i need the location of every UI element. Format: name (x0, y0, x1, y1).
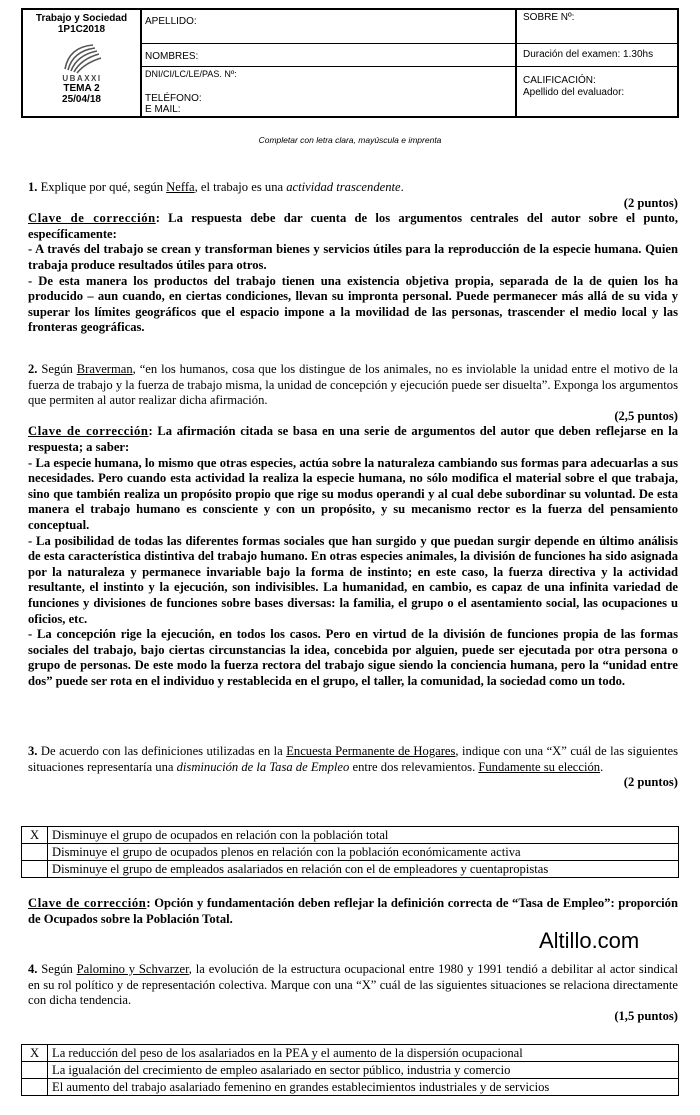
prompt-text: , indique con una “X” cuál de las siguientes situaciones representaría una (28, 744, 678, 774)
clave-label: Clave de corrección (28, 424, 149, 439)
prompt-text: De acuerdo con las definiciones utilizadas en la (37, 744, 287, 758)
prompt-text: , “en los humanos, cosa que los distingue de los animales, no es inviolable la unidad entre el motivo de la fuerza de trabajo y la fuerza de trabajo misma, la unidad de concepción y ejecución puede ser disuelta”. Exponga los argumentos que permiten al autor realizar dicha afirmación. (28, 362, 678, 408)
email-label: E MAIL: (145, 104, 181, 115)
question-4-prompt (28, 962, 678, 1009)
altillo-watermark: Altillo.com (539, 928, 640, 953)
dni-label: DNI/CI/LC/LE/PAS. Nº: (145, 69, 237, 79)
prompt-text: Explique por qué, según (37, 180, 167, 194)
student-info-cell (142, 10, 517, 116)
evaluador-label: Apellido del evaluador: (523, 87, 625, 98)
question-4-points: (1,5 puntos) (614, 1008, 678, 1023)
question-1-clave (28, 211, 678, 242)
question-4-options (21, 1044, 679, 1096)
option-row[interactable] (22, 1045, 679, 1062)
exam-header (21, 8, 679, 118)
calificacion-field[interactable] (517, 67, 677, 116)
emphasis-text: actividad trascendente (286, 180, 401, 194)
question-1-prompt (28, 180, 678, 196)
question-number: 4. (28, 962, 38, 976)
clave-text: : La respuesta debe dar cuenta de los argumentos centrales del autor sobre el punto, específicamente: (28, 211, 679, 241)
prompt-text: . (600, 759, 604, 774)
apellido-label: APELLIDO: (145, 16, 197, 27)
clave-label: Clave de corrección (28, 896, 147, 910)
clave-text: : La afirmación citada se basa en una serie de argumentos del autor que deben reflejarse en la respuesta; a saber: (28, 424, 678, 454)
course-info-cell (23, 10, 142, 116)
clave-text: : Opción y fundamentación deben reflejar la definición correcta de “Tasa de Empleo”: proporción de Ocupados sobre la Población Total. (28, 896, 678, 926)
nombres-field[interactable] (142, 44, 515, 67)
option-mark[interactable] (22, 1079, 48, 1096)
exam-info-cell (517, 10, 677, 116)
question-2-bullet-1: - La especie humana, lo mismo que otras especies, actúa sobre la naturaleza cambiando sus formas para adecuarlas a sus necesidades. Pero cuando esta actividad la realiza la especie humana, no sólo modifica el material sobre el que trabaja, sino que también realiza un propósito propio que rige su modus operandi y al cual debe subordinar su voluntad. De esta manera el trabajo humano es consciente y con un propósito, y su mecanismo rector es la fuerza del pensamiento conceptual. (28, 455, 678, 532)
question-3-prompt (28, 744, 678, 775)
question-2-clave (28, 424, 678, 455)
author-name: Palomino y Schvarzer (76, 962, 189, 976)
question-3-points: (2 puntos) (623, 775, 678, 790)
question-number: 3. (28, 744, 38, 758)
course-code: 1P1C2018 (57, 24, 106, 35)
question-1-bullet-1: - A través del trabajo se crean y transforman bienes y servicios útiles para la reproducción de la especie humana. Quien trabaja produce resultados útiles para otros. (28, 242, 678, 272)
prompt-text: Según (37, 362, 77, 376)
nombres-label: NOMBRES: (145, 51, 199, 62)
option-row[interactable] (22, 861, 679, 878)
option-text: Disminuye el grupo de ocupados en relación con la población total (48, 827, 679, 844)
sobre-field[interactable] (517, 10, 677, 44)
telefono-label: TELÉFONO: (145, 93, 202, 104)
apellido-field[interactable] (142, 10, 515, 44)
question-3 (28, 744, 678, 791)
author-name: Neffa (166, 180, 195, 194)
calificacion-label: CALIFICACIÓN: (523, 75, 596, 86)
option-text: La reducción del peso de los asalariados en la PEA y el aumento de la dispersión ocupacional (48, 1045, 679, 1062)
question-3-clave (28, 896, 678, 927)
prompt-text: . (400, 180, 404, 194)
option-text: El aumento del trabajo asalariado femenino en grandes establecimientos industriales y de servicios (48, 1079, 679, 1096)
question-2-prompt (28, 362, 678, 409)
question-1-bullet-2: - De esta manera los productos del trabajo tienen una existencia objetiva propia, separada de la de quien los ha producido – aun cuando, en ciertas condiciones, llevan su impronta personal. Puede permanecer más allá de su vida y superar los límites geográficos que el espacio impone a la movilidad de las personas, trascender el medio local y las fronteras geográficas. (28, 273, 678, 335)
emphasis-text: disminución de la Tasa de Empleo (176, 759, 350, 774)
question-2 (28, 362, 678, 689)
author-name: Braverman (76, 362, 133, 376)
question-number: 1. (28, 180, 38, 194)
option-row[interactable] (22, 1079, 679, 1096)
question-1-points: (2 puntos) (623, 195, 678, 210)
prompt-text: entre dos relevamientos. (349, 759, 479, 774)
prompt-text: Según (37, 962, 77, 976)
option-text: La igualación del crecimiento de empleo asalariado en sector público, industria y comercio (48, 1062, 679, 1079)
option-mark[interactable]: X (22, 827, 48, 844)
course-name: Trabajo y Sociedad (35, 13, 128, 24)
option-text: Disminuye el grupo de empleados asalariados en relación con el de empleadores y cuentapropistas (48, 861, 679, 878)
option-mark[interactable] (22, 1062, 48, 1079)
contact-field[interactable] (142, 67, 515, 116)
clave-label: Clave de corrección (28, 211, 156, 226)
question-3-options (21, 826, 679, 878)
option-mark[interactable] (22, 861, 48, 878)
exam-date: 25/04/18 (62, 94, 101, 105)
option-row[interactable] (22, 844, 679, 861)
option-row[interactable] (22, 827, 679, 844)
option-mark[interactable]: X (22, 1045, 48, 1062)
option-mark[interactable] (22, 844, 48, 861)
duracion-field (517, 44, 677, 67)
question-2-bullet-3: - La concepción rige la ejecución, en todos los casos. Pero en virtud de la división de funciones propia de las formas sociales del trabajo, bajo ciertas circunstancias la idea, concebida por alguien, puede ser ejecutada por otra persona o grupo de personas. De este modo la fuerza rectora del trabajo sigue siendo la conciencia humana, pero la “unidad entre dos” puede ser rota en el individuo y restablecida en el grupo, el taller, la comunidad, la sociedad como un todo. (28, 627, 678, 688)
sobre-label: SOBRE Nº: (523, 12, 575, 23)
logo-text: UBAXXI (61, 74, 102, 83)
duracion-label: Duración del examen: 1.30hs (523, 49, 654, 60)
question-2-bullet-2: - La posibilidad de todas las diferentes formas sociales que han surgido y que puedan surgir depende en último análisis de esta característica distintiva del trabajo humano. En otras especies animales, la división de funciones ha sido asignada por la naturaleza y permanece invariable bajo la forma de instinto; en este caso, la fuerza directiva y la actividad resultante, el instinto y la ejecución, son indivisibles. La humanidad, en cambio, es capaz de una infinita variedad de funciones y divisiones de funciones sobre bases diversas: la familia, el grupo o el asentamiento social, las ocupaciones u oficios, etc. (28, 533, 678, 626)
instruction-text: Completar con letra clara, mayúscula e imprenta (258, 135, 442, 145)
tema-label: TEMA 2 (63, 83, 100, 94)
question-2-points: (2,5 puntos) (614, 408, 678, 423)
question-4 (28, 962, 678, 1024)
ubaxxi-logo (47, 39, 117, 83)
option-text: Disminuye el grupo de ocupados plenos en relación con la población económicamente activa (48, 844, 679, 861)
prompt-text: , el trabajo es una (194, 180, 287, 194)
source-name: Encuesta Permanente de Hogares (286, 744, 456, 758)
question-1 (28, 180, 678, 336)
question-number: 2. (28, 362, 38, 376)
option-row[interactable] (22, 1062, 679, 1079)
prompt-text: , la evolución de la estructura ocupacional entre 1980 y 1991 tendió a debilitar al actor sindical en su rol político y de representación colectiva. Marque con una “X” cuál de las siguientes situaciones se relaciona directamente con dicha tendencia. (28, 962, 679, 1008)
fundamente-text: Fundamente su elección (478, 759, 601, 774)
